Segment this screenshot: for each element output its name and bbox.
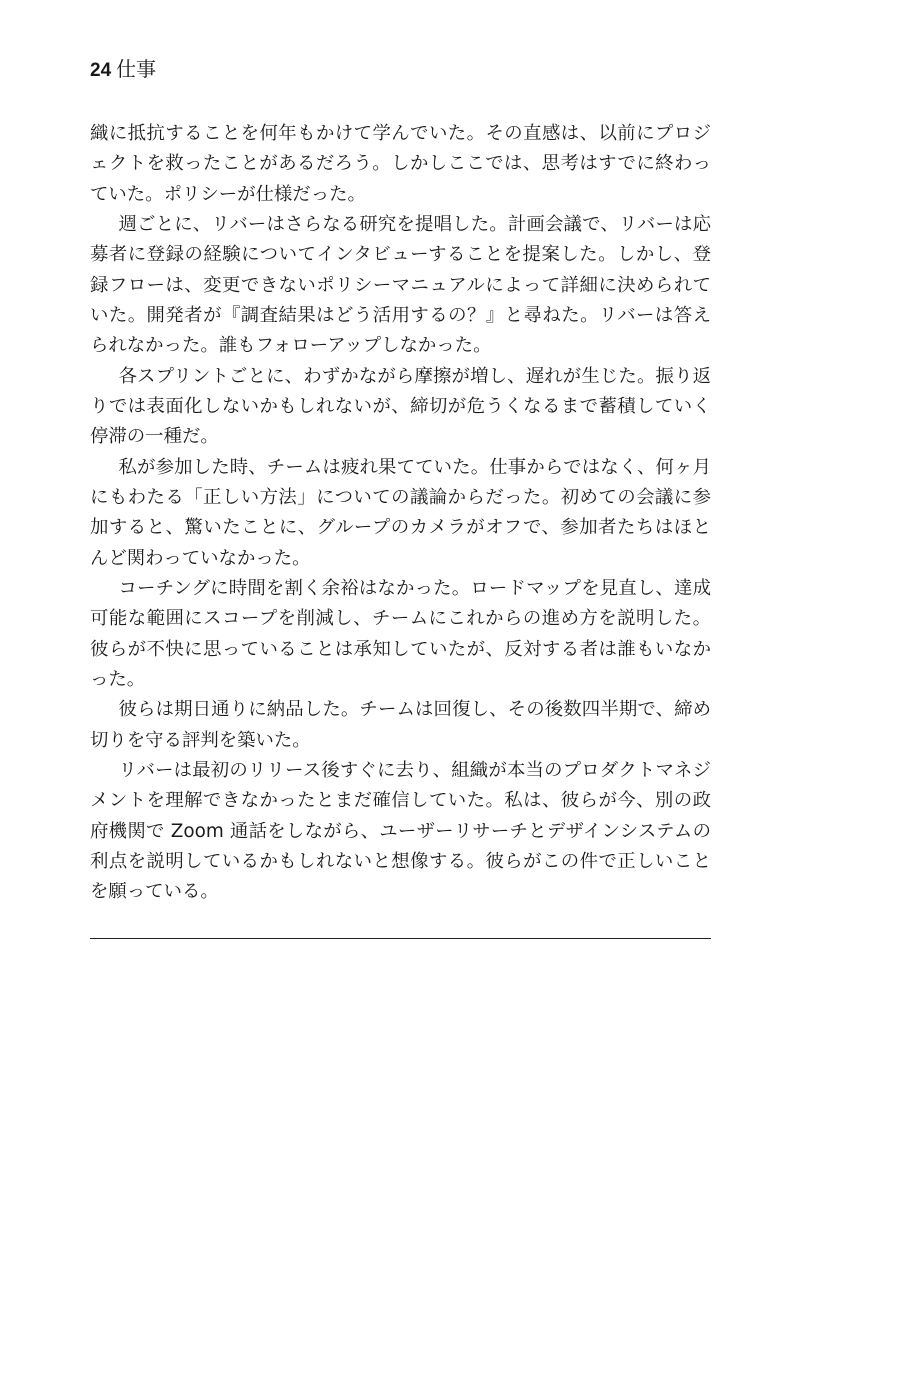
- running-head: [90, 55, 156, 85]
- paragraph: 私が参加した時、チームは疲れ果てていた。仕事からではなく、何ヶ月にもわたる「正しい方法」についての議論からだった。初めての会議に参加すると、驚いたことに、グループのカメラがオフで、参加者たちはほとんど関わっていなかった。: [90, 456, 711, 569]
- paragraph: コーチングに時間を割く余裕はなかった。ロードマップを見直し、達成可能な範囲にスコープを削減し、チームにこれからの進め方を説明した。彼らが不快に思っていることは承知していたが、反対する者は誰もいなかった。: [90, 577, 711, 690]
- body-text: [90, 119, 711, 908]
- paragraph: 彼らは期日通りに納品した。チームは回復し、その後数四半期で、締め切りを守る評判を築いた。: [90, 699, 711, 751]
- section-divider: [90, 938, 711, 939]
- paragraph: 週ごとに、リバーはさらなる研究を提唱した。計画会議で、リバーは応募者に登録の経験についてインタビューすることを提案した。しかし、登録フローは、変更できないポリシーマニュアルによって詳細に決められていた。開発者が『調査結果はどう活用するの？』と尋ねた。リバーは答えられなかった。誰もフォローアップしなかった。: [90, 213, 711, 357]
- paragraph-continued: 織に抵抗することを何年もかけて学んでいた。その直感は、以前にプロジェクトを救ったことがあるだろう。しかしここでは、思考はすでに終わっていた。ポリシーが仕様だった。: [90, 123, 711, 205]
- section-title: 仕事: [116, 57, 157, 81]
- paragraph: リバーは最初のリリース後すぐに去り、組織が本当のプロダクトマネジメントを理解できなかったとまだ確信していた。私は、彼らが今、別の政府機関で Zoom 通話をしながら、ユーザーリサーチとデザインシステムの利点を説明しているかもしれないと想像する。彼らがこの件で正しいことを願っている。: [90, 759, 711, 903]
- paragraph: 各スプリントごとに、わずかながら摩擦が増し、遅れが生じた。振り返りでは表面化しないかもしれないが、締切が危うくなるまで蓄積していく停滞の一種だ。: [90, 365, 711, 448]
- page-number: 24: [90, 60, 112, 81]
